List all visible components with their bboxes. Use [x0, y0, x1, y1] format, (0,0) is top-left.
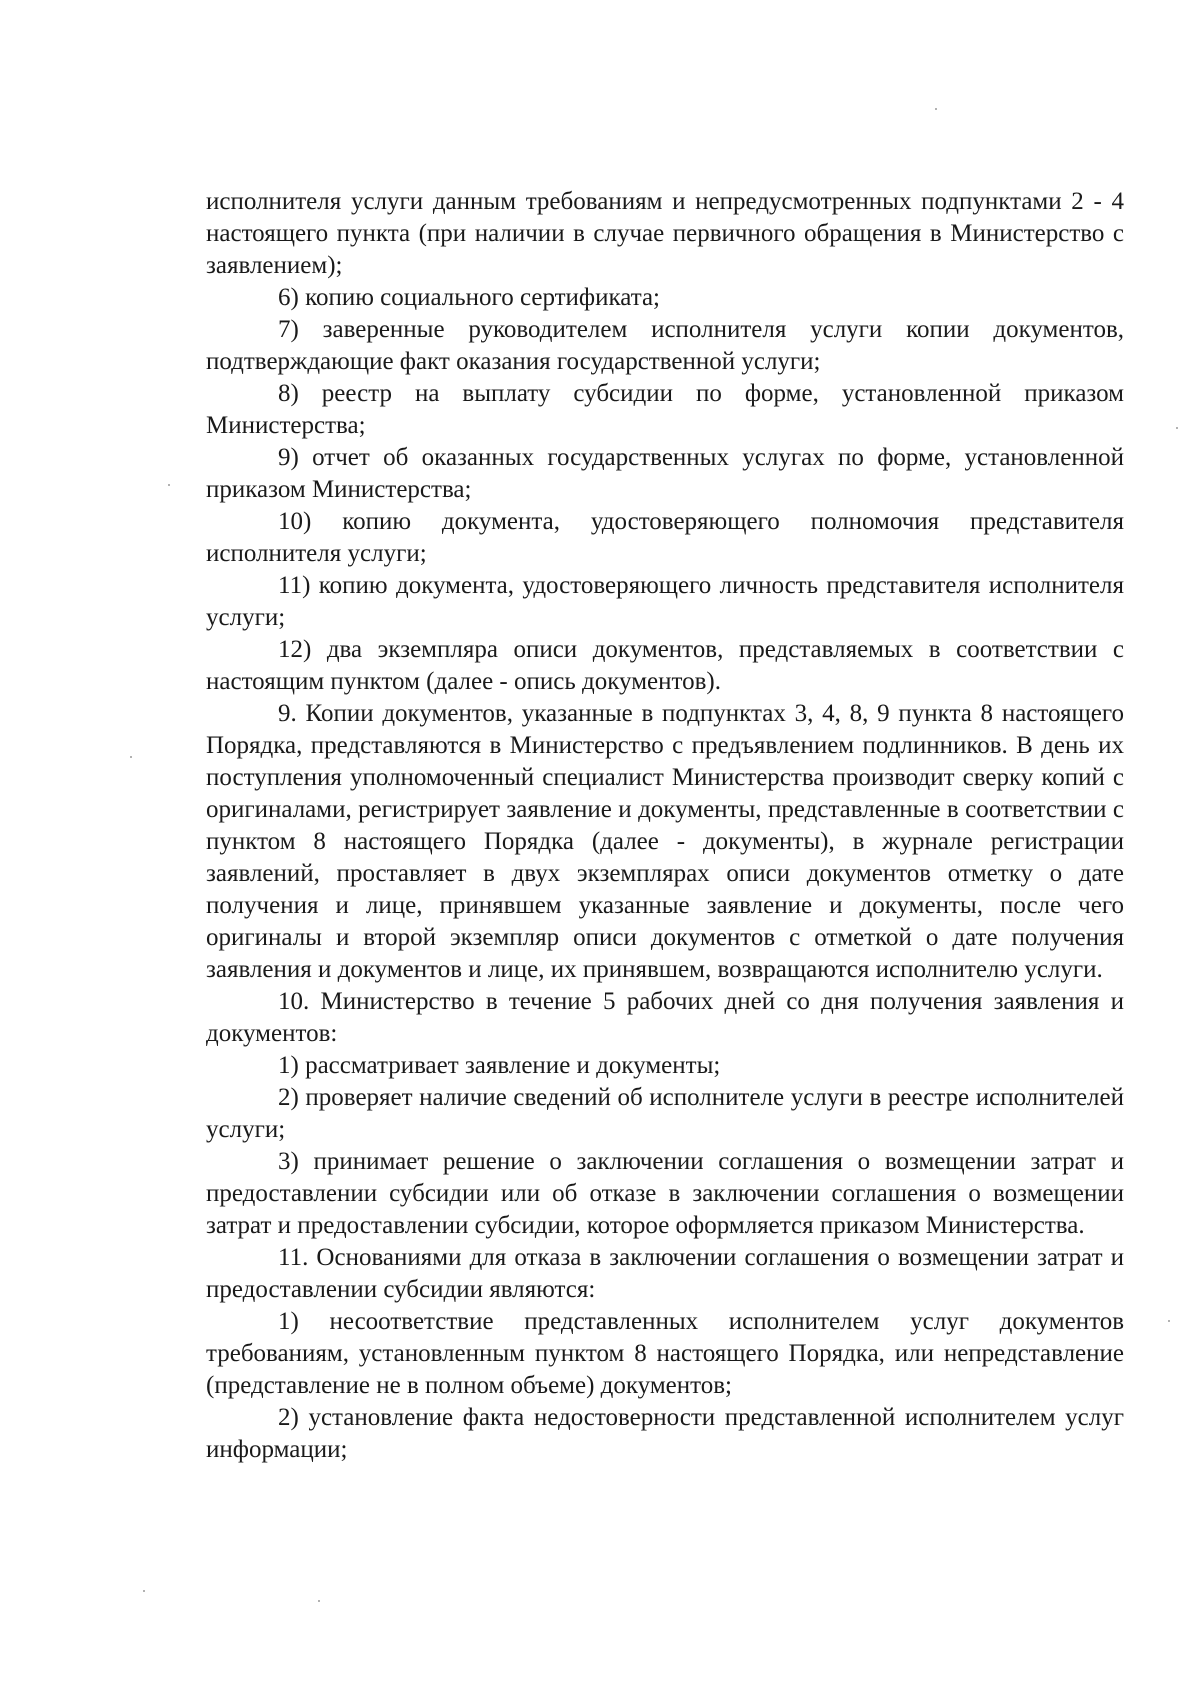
- section-9-paragraph: 9. Копии документов, указанные в подпунктах 3, 4, 8, 9 пункта 8 настоящего Порядка, представляются в Министерство с предъявлением подлинников. В день их поступления уполномоченный специалист Министерства производит сверку копий с оригиналами, регистрирует заявление и документы, представленные в соответствии с пунктом 8 настоящего Порядка (далее - документы), в журнале регистрации заявлений, проставляет в двух экземплярах описи документов отметку о дате получения и лице, принявшем указанные заявление и документы, после чего оригиналы и второй экземпляр описи документов с отметкой о дате получения заявления и документов и лице, их принявшем, возвращаются исполнителю услуги.: [206, 700, 1124, 983]
- paragraph-item-12: 12) два экземпляра описи документов, представляемых в соответствии с настоящим пунктом (далее - опись документов).: [206, 636, 1124, 695]
- paragraph-item-6: 6) копию социального сертификата;: [278, 284, 660, 311]
- section-10-item-3: 3) принимает решение о заключении соглашения о возмещении затрат и предоставлении субсидии или об отказе в заключении соглашения о возмещении затрат и предоставлении субсидии, которое оформляется приказом Министерства.: [206, 1148, 1124, 1239]
- paragraph-item-7: 7) заверенные руководителем исполнителя услуги копии документов, подтверждающие факт оказания государственной услуги;: [206, 316, 1124, 375]
- paragraph-item-10: 10) копию документа, удостоверяющего полномочия представителя исполнителя услуги;: [206, 508, 1124, 567]
- scan-speck: [935, 108, 937, 110]
- section-11-item-1: 1) несоответствие представленных исполнителем услуг документов требованиям, установленным пунктом 8 настоящего Порядка, или непредставление (представление не в полном объеме) документов;: [206, 1308, 1124, 1399]
- scan-speck: [1168, 1320, 1170, 1322]
- scan-speck: [318, 1600, 320, 1602]
- paragraph-item-9: 9) отчет об оказанных государственных услугах по форме, установленной приказом Министерства;: [206, 444, 1124, 503]
- paragraph-item-11: 11) копию документа, удостоверяющего личность представителя исполнителя услуги;: [206, 572, 1124, 631]
- section-10-item-2: 2) проверяет наличие сведений об исполнителе услуги в реестре исполнителей услуги;: [206, 1084, 1124, 1143]
- scan-speck: [1176, 427, 1178, 429]
- scan-speck: [143, 1590, 145, 1592]
- paragraph-item-8: 8) реестр на выплату субсидии по форме, установленной приказом Министерства;: [206, 380, 1124, 439]
- section-11-paragraph: 11. Основаниями для отказа в заключении соглашения о возмещении затрат и предоставлении субсидии являются:: [206, 1244, 1124, 1303]
- paragraph-continuation: исполнителя услуги данным требованиям и непредусмотренных подпунктами 2 - 4 настоящего пункта (при наличии в случае первичного обращения в Министерство с заявлением);: [206, 188, 1124, 279]
- scan-speck: [130, 756, 132, 758]
- section-10-paragraph: 10. Министерство в течение 5 рабочих дней со дня получения заявления и документов:: [206, 988, 1124, 1047]
- section-10-item-1: 1) рассматривает заявление и документы;: [278, 1052, 721, 1079]
- section-11-item-2: 2) установление факта недостоверности представленной исполнителем услуг информации;: [206, 1404, 1124, 1463]
- scan-speck: [168, 484, 170, 486]
- document-page: [206, 186, 1124, 1466]
